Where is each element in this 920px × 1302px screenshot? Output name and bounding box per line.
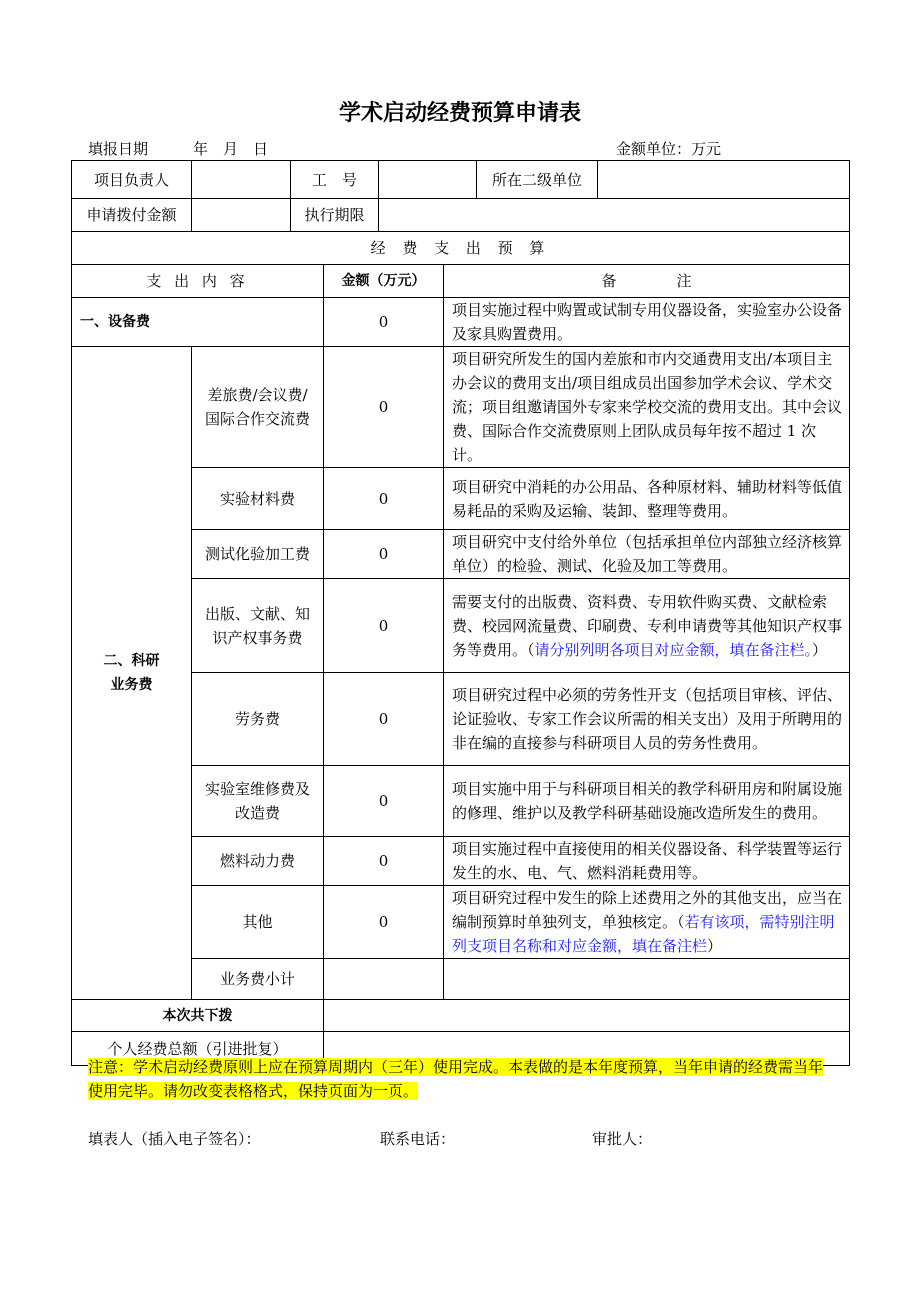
item-desc: 项目研究中消耗的办公用品、各种原材料、辅助材料等低值易耗品的采购及运输、装卸、整理等费用。 xyxy=(444,468,850,530)
subtotal-remark[interactable] xyxy=(444,959,850,1000)
item-label: 其他 xyxy=(192,886,324,959)
item-amount[interactable]: 0 xyxy=(324,673,444,766)
header-content: 支 出 内 容 xyxy=(72,265,324,298)
desc-tail: ） xyxy=(812,640,828,659)
subtotal-label: 业务费小计 xyxy=(192,959,324,1000)
item-desc: 项目研究过程中必须的劳务性开支（包括项目审核、评估、论证验收、专家工作会议所需的相关支出）及用于所聘用的非在编的直接参与科研项目人员的劳务性费用。 xyxy=(444,673,850,766)
job-no-field[interactable] xyxy=(379,161,477,199)
equipment-label: 一、设备费 xyxy=(72,298,324,347)
item-desc xyxy=(444,579,850,673)
desc-note: 若有该项，需特别注明列支项目名称和对应金额，填在备注栏 xyxy=(452,913,835,955)
subtotal-amount[interactable] xyxy=(324,959,444,1000)
item-desc: 项目研究所发生的国内差旅和市内交通费用支出/本项目主办会议的费用支出/项目组成员出国参加学术会议、学术交流；项目组邀请国外专家来学校交流的费用支出。其中会议费、国际合作交流费原则上团队成员每年按不超过 1 次计。 xyxy=(444,347,850,468)
item-amount[interactable]: 0 xyxy=(324,468,444,530)
page-title: 学术启动经费预算申请表 xyxy=(338,101,581,126)
item-desc: 项目研究中支付给外单位（包括承担单位内部独立经济核算单位）的检验、测试、化验及加工等费用。 xyxy=(444,530,850,579)
item-amount[interactable]: 0 xyxy=(324,579,444,673)
item-label: 实验材料费 xyxy=(192,468,324,530)
item-label: 测试化验加工费 xyxy=(192,530,324,579)
item-desc: 项目实施过程中直接使用的相关仪器设备、科学装置等运行发生的水、电、气、燃料消耗费用等。 xyxy=(444,837,850,886)
total-label: 本次共下拨 xyxy=(72,1000,324,1032)
item-label: 差旅费/会议费/国际合作交流费 xyxy=(192,347,324,468)
approver-label: 审批人： xyxy=(592,1130,653,1148)
item-desc: 项目实施中用于与科研项目相关的教学科研用房和附属设施的修理、维护以及教学科研基础设施改造所发生的费用。 xyxy=(444,766,850,837)
desc-note: 请分别列明各项目对应金额，填在备注栏。 xyxy=(534,640,813,659)
table-row xyxy=(72,347,850,468)
item-amount[interactable]: 0 xyxy=(324,766,444,837)
header-remark: 备 注 xyxy=(444,265,850,298)
equipment-desc: 项目实施过程中购置或试制专用仪器设备，实验室办公设备及家具购置费用。 xyxy=(444,298,850,347)
equipment-amount[interactable]: 0 xyxy=(324,298,444,347)
job-no-label: 工 号 xyxy=(291,161,379,199)
item-label: 实验室维修费及改造费 xyxy=(192,766,324,837)
phone-label: 联系电话： xyxy=(380,1130,456,1148)
period-field[interactable] xyxy=(379,199,850,232)
dept-field[interactable] xyxy=(598,161,850,199)
item-amount[interactable]: 0 xyxy=(324,530,444,579)
note-text: 注意：学术启动经费原则上应在预算周期内（三年）使用完成。本表做的是本年度预算，当年申请的经费需当年使用完毕。请勿改变表格格式，保持页面为一页。 xyxy=(88,1058,824,1100)
note xyxy=(88,1055,828,1103)
total-field[interactable] xyxy=(324,1000,850,1032)
budget-table xyxy=(71,160,850,1066)
item-label: 出版、文献、知识产权事务费 xyxy=(192,579,324,673)
dept-label: 所在二级单位 xyxy=(477,161,598,199)
amount-label: 申请拨付金额 xyxy=(72,199,192,232)
item-amount[interactable]: 0 xyxy=(324,837,444,886)
personal-label: 个人经费总额（引进批复） xyxy=(72,1032,324,1066)
item-desc xyxy=(444,886,850,959)
period-label: 执行期限 xyxy=(291,199,379,232)
item-label: 燃料动力费 xyxy=(192,837,324,886)
unit-label: 金额单位：万元 xyxy=(616,140,722,158)
desc-tail: ） xyxy=(707,937,723,955)
header-amount: 金额（万元） xyxy=(324,265,444,298)
leader-label: 项目负责人 xyxy=(72,161,192,199)
filler-label: 填表人（插入电子签名）： xyxy=(88,1130,261,1148)
item-amount[interactable]: 0 xyxy=(324,347,444,468)
table-row xyxy=(72,298,850,347)
section-title: 经 费 支 出 预 算 xyxy=(72,232,850,265)
desc-text: 项目研究过程中发生的除上述费用之外的其他支出，应当在编制预算时单独列支，单独核定。（ xyxy=(452,889,843,931)
leader-field[interactable] xyxy=(192,161,291,199)
desc-text: 需要支付的出版费、资料费、专用软件购买费、文献检索费、校园网流量费、印刷费、专利申请费等其他知识产权事务等费用。（ xyxy=(452,592,843,659)
research-label: 二、科研业务费 xyxy=(72,347,192,1000)
amount-field[interactable] xyxy=(192,199,291,232)
date-label: 填报日期 年 月 日 xyxy=(88,140,269,158)
item-amount[interactable]: 0 xyxy=(324,886,444,959)
item-label: 劳务费 xyxy=(192,673,324,766)
